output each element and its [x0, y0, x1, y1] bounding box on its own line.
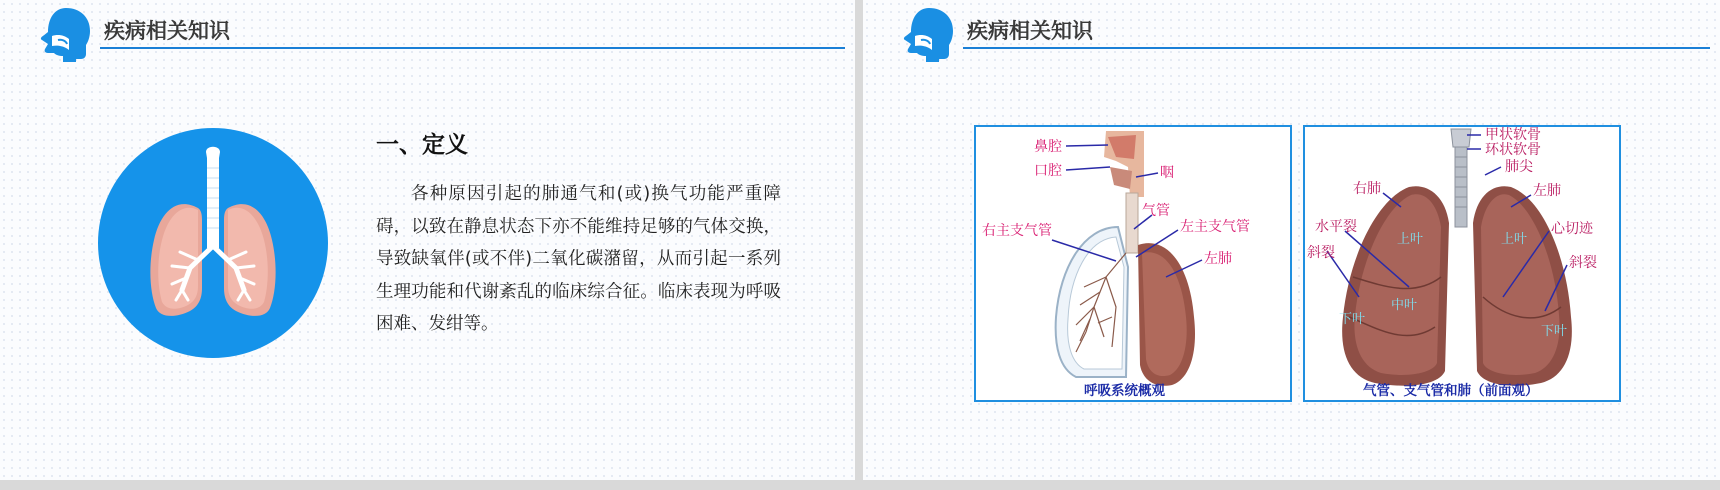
respiratory-overview-figure: [974, 125, 1292, 402]
definition-title: 一、定义: [376, 132, 468, 158]
label-middle-lobe: 中叶: [1391, 298, 1418, 313]
label-left-main-bronchus: 左主支气管: [1180, 219, 1250, 235]
header-divider: [100, 47, 845, 49]
label-nasal-cavity: 鼻腔: [1034, 139, 1062, 155]
head-profile-icon: [899, 4, 959, 64]
caption-trachea-bronchi-lungs: 气管、支气管和肺（前面观）: [1363, 383, 1539, 399]
label-upper-lobe-left: 上叶: [1501, 232, 1528, 247]
label-oblique-fissure-right: 斜裂: [1307, 245, 1335, 261]
label-oblique-fissure-left: 斜裂: [1569, 255, 1597, 271]
trachea-bronchi-lungs-illustration: [1305, 127, 1619, 400]
label-upper-lobe-right: 上叶: [1397, 232, 1424, 247]
label-oral-cavity: 口腔: [1034, 163, 1062, 179]
label-lower-lobe-right: 下叶: [1339, 312, 1366, 327]
lungs-icon: [98, 128, 328, 358]
slide-definition: [0, 0, 855, 480]
label-lower-lobe-left: 下叶: [1541, 324, 1568, 339]
respiratory-overview-illustration: [976, 127, 1290, 400]
label-left-lung: 左肺: [1533, 183, 1561, 199]
definition-body: 各种原因引起的肺通气和(或)换气功能严重障碍，以致在静息状态下亦不能维持足够的气体交换，导致缺氧伴(或不伴)二氧化碳潴留，从而引起一系列生理功能和代谢紊乱的临床综合征。临床表现为呼吸困难、发绀等。: [376, 184, 781, 334]
header-divider: [963, 47, 1710, 49]
head-profile-icon: [36, 4, 96, 64]
label-cardiac-notch: 心切迹: [1551, 221, 1593, 237]
label-right-lung: 右肺: [1353, 181, 1381, 197]
label-left-lung: 左肺: [1204, 251, 1232, 267]
trachea-bronchi-lungs-figure: [1303, 125, 1621, 402]
label-cricoid-cartilage: 环状软骨: [1485, 142, 1541, 158]
label-horizontal-fissure: 水平裂: [1315, 219, 1357, 235]
label-right-main-bronchus: 右主支气管: [982, 223, 1052, 239]
header-title: 疾病相关知识: [104, 19, 230, 43]
label-trachea: 气管: [1142, 203, 1170, 219]
slide-anatomy: [863, 0, 1720, 480]
caption-overview: 呼吸系统概观: [1084, 383, 1165, 399]
header-title: 疾病相关知识: [967, 19, 1093, 43]
label-pharynx: 咽: [1160, 165, 1174, 181]
label-thyroid-cartilage: 甲状软骨: [1485, 127, 1541, 143]
label-lung-apex: 肺尖: [1505, 159, 1533, 175]
